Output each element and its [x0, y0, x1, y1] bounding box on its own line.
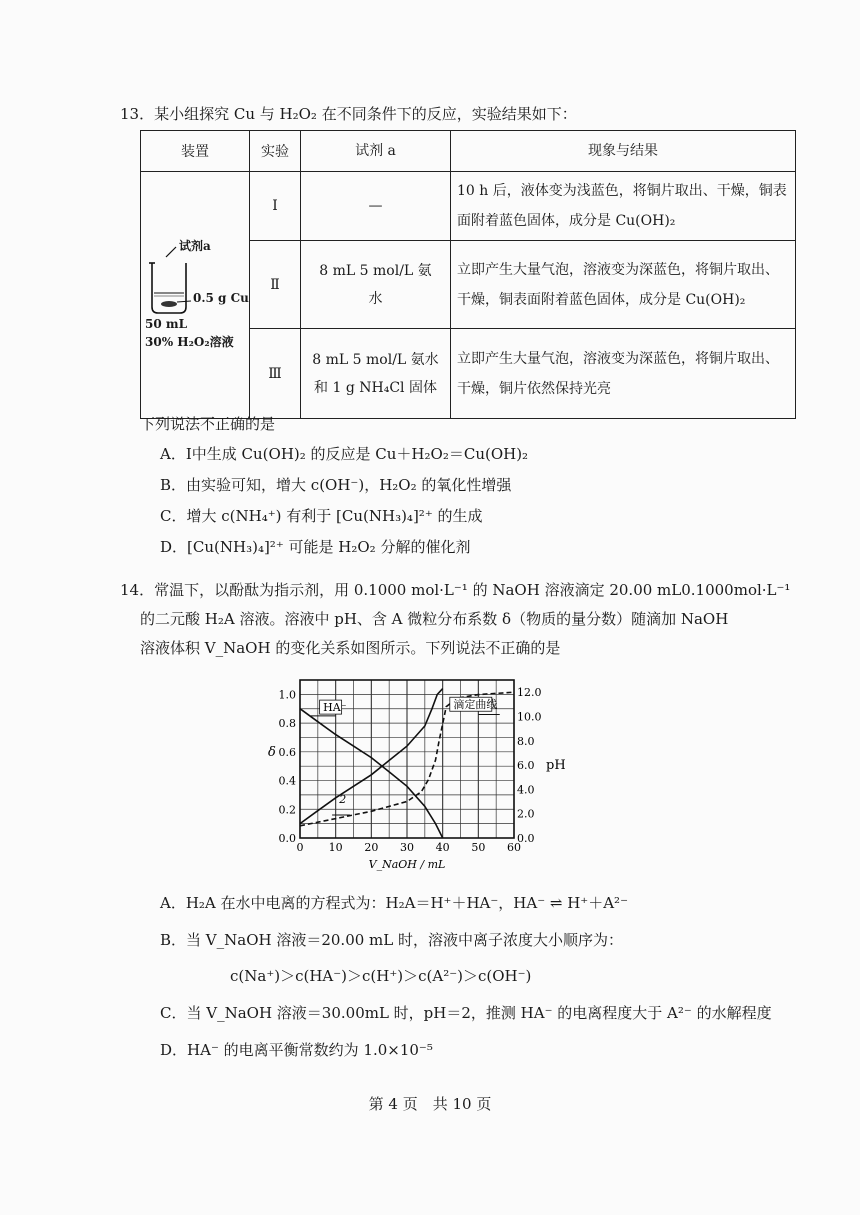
x-axis-label: V_NaOH / mL — [368, 858, 446, 871]
apparatus-diagram — [141, 175, 249, 415]
q13-question: 下列说法不正确的是 — [140, 415, 276, 433]
annotation-2: 2 — [339, 793, 347, 807]
y-tick-label: 0.4 — [278, 774, 296, 788]
q13-option-c: C．增大 c(NH₄⁺) 有利于 [Cu(NH₃)₄]²⁺ 的生成 — [160, 507, 483, 525]
y2-tick-label: 0.0 — [517, 832, 535, 845]
header-reagent: 试剂 a — [301, 131, 451, 172]
y-tick-label: 0.0 — [278, 832, 296, 845]
y2-tick-label: 8.0 — [517, 734, 535, 748]
result-3: 立即产生大量气泡，溶液变为深蓝色，将铜片取出、干燥，铜片依然保持光亮 — [451, 329, 796, 419]
y2-tick-label: 12.0 — [517, 686, 542, 700]
q14-stem-line2: 的二元酸 H₂A 溶液。溶液中 pH、含 A 微粒分布系数 δ（物质的量分数）随滴加 NaOH — [140, 610, 729, 628]
cu-mass-label: 0.5 g Cu — [193, 291, 249, 305]
reagent-3: 8 mL 5 mol/L 氨水和 1 g NH₄Cl 固体 — [301, 329, 451, 419]
page-number: 第 4 页 共 10 页 — [368, 1095, 492, 1113]
x-tick-label: 50 — [471, 841, 486, 854]
volume-label: 50 mL — [145, 317, 188, 331]
y-tick-label: 0.8 — [278, 717, 296, 731]
annotation-titration: 滴定曲线 — [453, 698, 498, 712]
exp-1: Ⅰ — [250, 172, 301, 241]
exp-3: Ⅲ — [250, 329, 301, 419]
titration-chart — [255, 668, 575, 888]
q14-stem-line3: 溶液体积 V_NaOH 的变化关系如图所示。下列说法不正确的是 — [140, 639, 561, 657]
q14-option-d: D．HA⁻ 的电离平衡常数约为 1.0×10⁻⁵ — [160, 1041, 433, 1059]
result-2: 立即产生大量气泡，溶液变为深蓝色，将铜片取出、干燥，铜表面附着蓝色固体，成分是 Cu(OH)₂ — [451, 241, 796, 329]
reagent-1: — — [301, 172, 451, 241]
reagent-a-label: 试剂a — [179, 239, 211, 253]
y2-tick-label: 2.0 — [517, 807, 535, 821]
q13-table — [140, 130, 796, 419]
result-1: 10 h 后，液体变为浅蓝色，将铜片取出、干燥，铜表面附着蓝色固体，成分是 Cu(OH)₂ — [451, 172, 796, 241]
q14-stem-line1: 14．常温下，以酚酞为指示剂，用 0.1000 mol·L⁻¹ 的 NaOH 溶液滴定 20.00 mL0.1000mol·L⁻¹ — [120, 581, 791, 599]
header-experiment: 实验 — [250, 131, 301, 172]
h2o2-label: 30% H₂O₂溶液 — [145, 335, 234, 349]
chart-svg — [255, 668, 575, 888]
x-tick-label: 10 — [328, 841, 343, 854]
y-tick-label: 1.0 — [278, 688, 296, 702]
exp-2: Ⅱ — [250, 241, 301, 329]
header-apparatus: 装置 — [141, 131, 250, 172]
x-tick-label: 0 — [296, 841, 304, 854]
y-axis-label: δ — [268, 744, 276, 760]
q13-option-b: B．由实验可知，增大 c(OH⁻)，H₂O₂ 的氧化性增强 — [160, 476, 512, 494]
y2-tick-label: 4.0 — [517, 783, 535, 797]
y2-tick-label: 6.0 — [517, 759, 535, 773]
reagent-2: 8 mL 5 mol/L 氨水 — [301, 241, 451, 329]
apparatus-cell — [141, 172, 250, 419]
q14-option-c: C．当 V_NaOH 溶液＝30.00mL 时，pH＝2，推测 HA⁻ 的电离程度大于 A²⁻ 的水解程度 — [160, 1004, 772, 1022]
y-tick-label: 0.6 — [278, 745, 296, 759]
header-result: 现象与结果 — [451, 131, 796, 172]
x-tick-label: 20 — [364, 841, 379, 854]
y2-axis-label: pH — [546, 758, 566, 774]
q14-option-a: A．H₂A 在水中电离的方程式为：H₂A＝H⁺＋HA⁻，HA⁻ ⇌ H⁺＋A²⁻ — [160, 894, 628, 912]
q14-option-b: B．当 V_NaOH 溶液＝20.00 mL 时，溶液中离子浓度大小顺序为： — [160, 931, 624, 949]
y-tick-label: 0.2 — [278, 803, 296, 817]
y2-tick-label: 10.0 — [517, 710, 542, 724]
x-tick-label: 60 — [507, 841, 521, 854]
q13-option-a: A．Ⅰ中生成 Cu(OH)₂ 的反应是 Cu＋H₂O₂＝Cu(OH)₂ — [160, 445, 529, 463]
q13-option-d: D．[Cu(NH₃)₄]²⁺ 可能是 H₂O₂ 分解的催化剂 — [160, 538, 471, 556]
x-tick-label: 40 — [435, 841, 450, 854]
q13-stem: 13．某小组探究 Cu 与 H₂O₂ 在不同条件下的反应，实验结果如下： — [120, 105, 577, 123]
annotation-ha: HA⁻ — [323, 701, 347, 715]
x-tick-label: 30 — [400, 841, 414, 854]
q14-option-b-order: c(Na⁺)＞c(HA⁻)＞c(H⁺)＞c(A²⁻)＞c(OH⁻) — [230, 967, 532, 985]
